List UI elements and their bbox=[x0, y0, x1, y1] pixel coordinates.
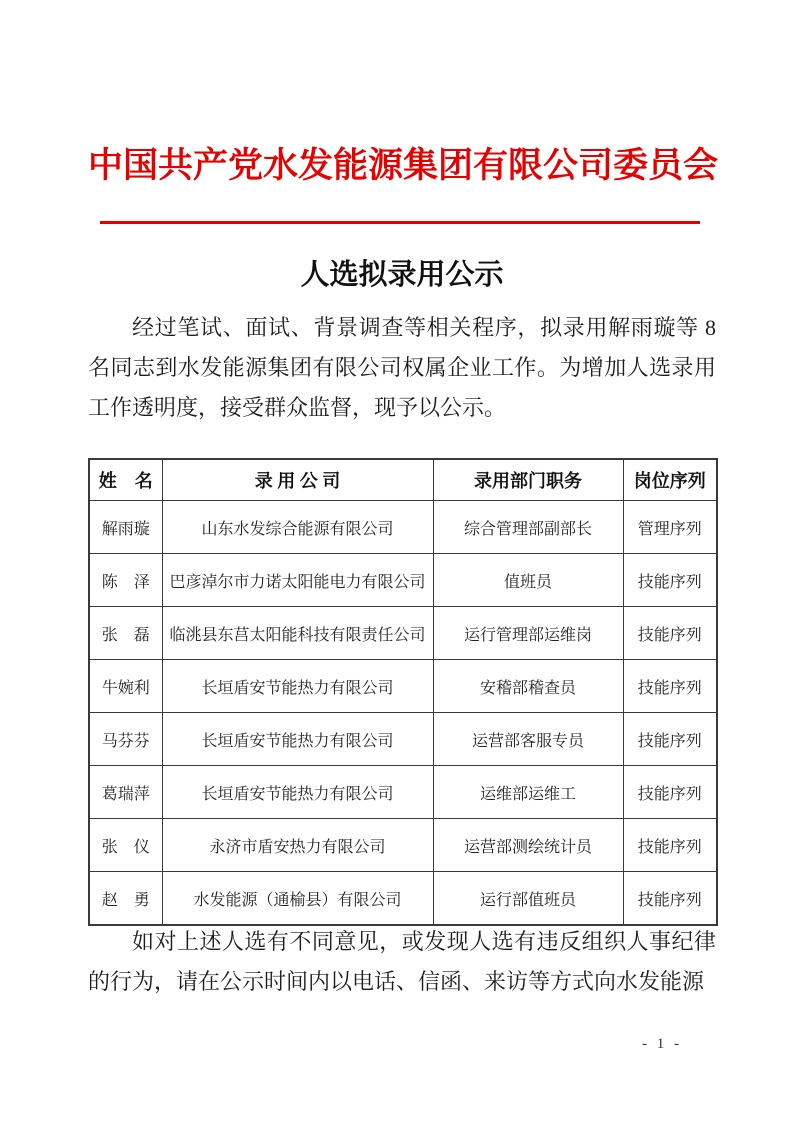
intro-paragraph: 经过笔试、面试、背景调查等相关程序，拟录用解雨璇等 8 名同志到水发能源集团有限公司权属企业工作。为增加人选录用工作透明度，接受群众监督，现予以公示。 bbox=[88, 315, 716, 420]
closing-paragraph: 如对上述人选有不同意见，或发现人选有违反组织人事纪律的行为，请在公示时间内以电话、信函、来访等方式向水发能源 bbox=[88, 929, 716, 994]
cell-name: 牛婉利 bbox=[89, 660, 162, 713]
org-title: 中国共产党水发能源集团有限公司委员会 bbox=[88, 146, 719, 185]
cell-name: 张 仪 bbox=[89, 819, 162, 872]
table-row bbox=[89, 766, 717, 819]
table-row bbox=[89, 554, 717, 607]
cell-company: 长垣盾安节能热力有限公司 bbox=[162, 660, 433, 713]
table-row bbox=[89, 607, 717, 660]
cell-position: 综合管理部副部长 bbox=[433, 501, 623, 554]
cell-company: 永济市盾安热力有限公司 bbox=[162, 819, 433, 872]
cell-sequence: 技能序列 bbox=[623, 766, 717, 819]
cell-sequence: 技能序列 bbox=[623, 713, 717, 766]
cell-position: 安稽部稽查员 bbox=[433, 660, 623, 713]
cell-sequence: 技能序列 bbox=[623, 819, 717, 872]
cell-sequence: 技能序列 bbox=[623, 607, 717, 660]
cell-name: 赵 勇 bbox=[89, 872, 162, 926]
cell-position: 运行部值班员 bbox=[433, 872, 623, 926]
header-cell-position: 录用部门职务 bbox=[433, 459, 623, 501]
table-row bbox=[89, 819, 717, 872]
page-number: - 1 - bbox=[642, 1036, 682, 1052]
cell-sequence: 技能序列 bbox=[623, 660, 717, 713]
cell-company: 长垣盾安节能热力有限公司 bbox=[162, 713, 433, 766]
cell-company: 山东水发综合能源有限公司 bbox=[162, 501, 433, 554]
cell-sequence: 技能序列 bbox=[623, 872, 717, 926]
table-row bbox=[89, 713, 717, 766]
cell-sequence: 技能序列 bbox=[623, 554, 717, 607]
cell-company: 临洮县东莒太阳能科技有限责任公司 bbox=[162, 607, 433, 660]
table-row bbox=[89, 660, 717, 713]
table-header-row bbox=[89, 459, 717, 501]
header-cell-name: 姓 名 bbox=[89, 459, 162, 501]
cell-company: 水发能源（通榆县）有限公司 bbox=[162, 872, 433, 926]
cell-name: 解雨璇 bbox=[89, 501, 162, 554]
cell-position: 运维部运维工 bbox=[433, 766, 623, 819]
cell-name: 马芬芬 bbox=[89, 713, 162, 766]
cell-position: 运行管理部运维岗 bbox=[433, 607, 623, 660]
cell-name: 陈 泽 bbox=[89, 554, 162, 607]
red-divider bbox=[100, 221, 700, 224]
cell-name: 张 磊 bbox=[89, 607, 162, 660]
cell-position: 值班员 bbox=[433, 554, 623, 607]
cell-position: 运营部测绘统计员 bbox=[433, 819, 623, 872]
header-cell-sequence: 岗位序列 bbox=[623, 459, 717, 501]
cell-position: 运营部客服专员 bbox=[433, 713, 623, 766]
cell-name: 葛瑞萍 bbox=[89, 766, 162, 819]
cell-company: 长垣盾安节能热力有限公司 bbox=[162, 766, 433, 819]
cell-sequence: 管理序列 bbox=[623, 501, 717, 554]
table-row bbox=[89, 501, 717, 554]
hiring-table bbox=[88, 458, 718, 926]
header-cell-company: 录 用 公 司 bbox=[162, 459, 433, 501]
notice-title: 人选拟录用公示 bbox=[300, 259, 504, 291]
cell-company: 巴彦淖尔市力诺太阳能电力有限公司 bbox=[162, 554, 433, 607]
table-row bbox=[89, 872, 717, 926]
